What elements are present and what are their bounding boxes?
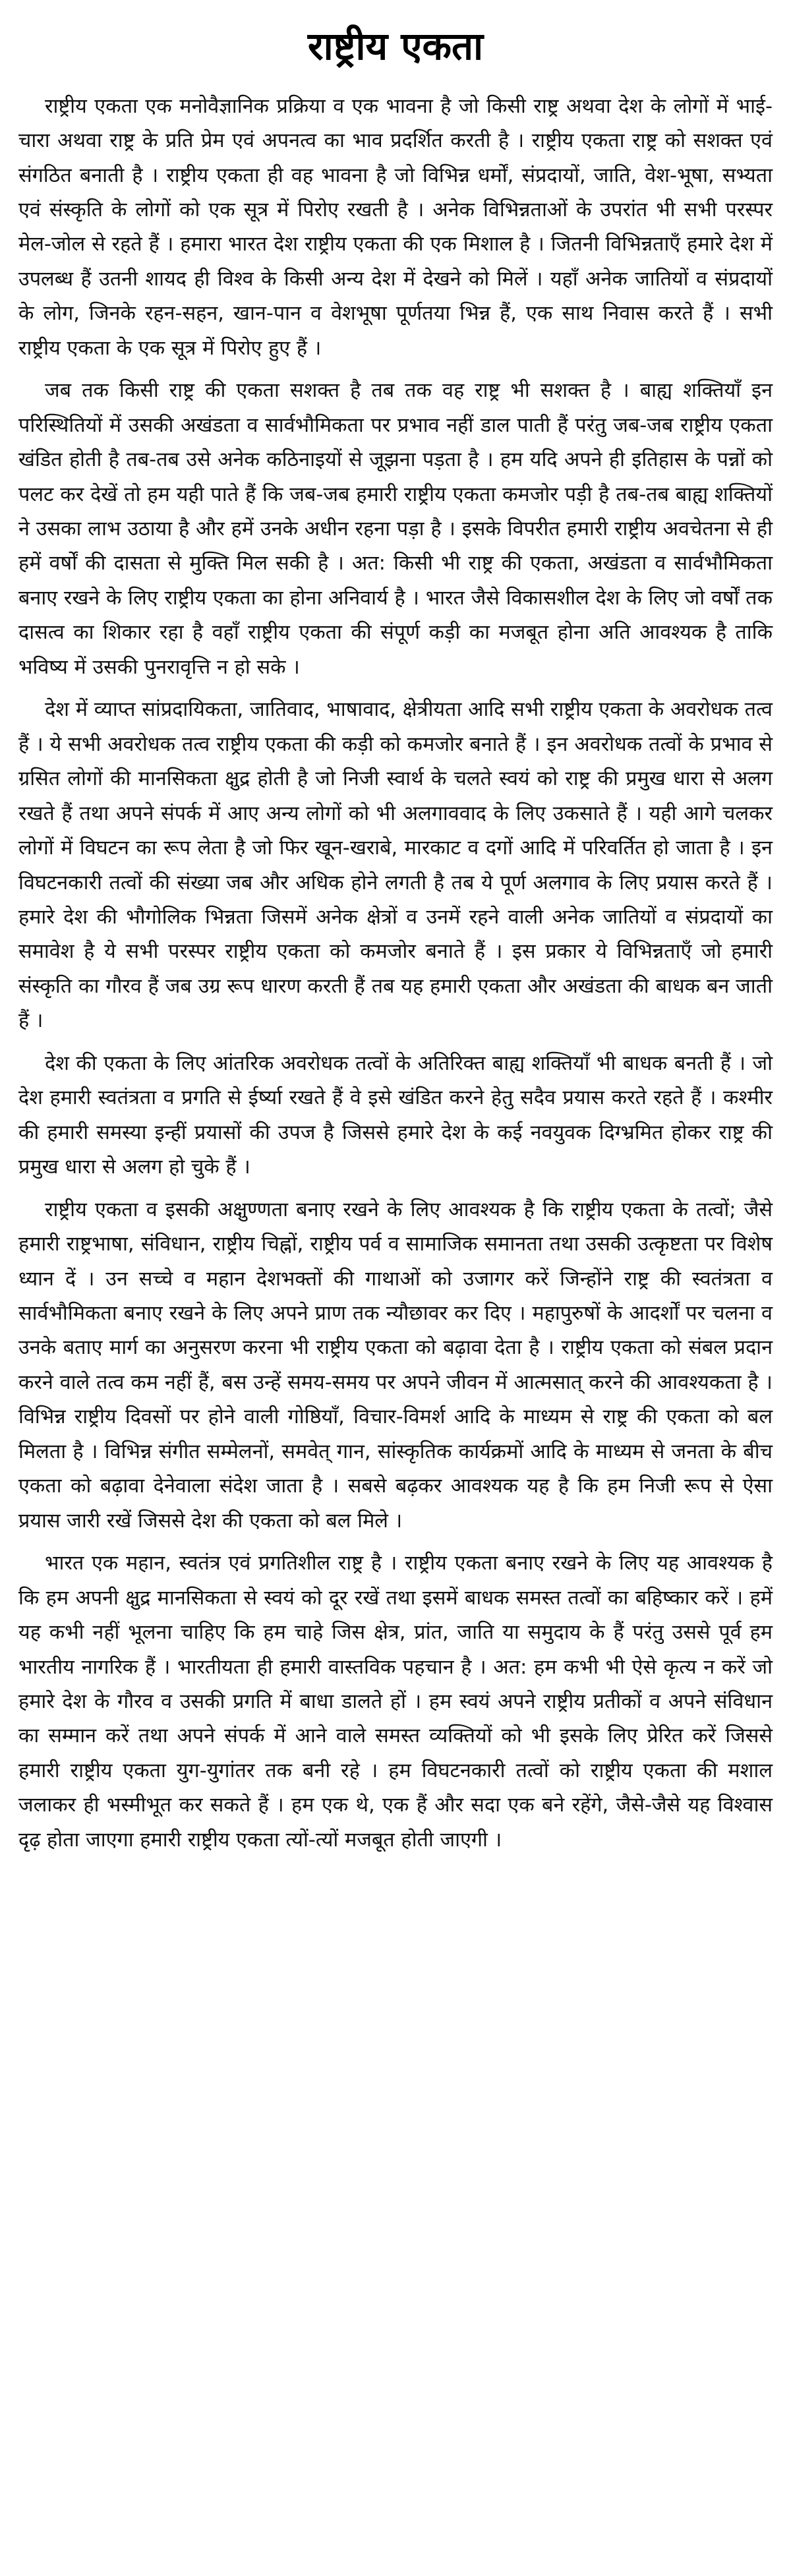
paragraph-1: राष्ट्रीय एकता एक मनोवैज्ञानिक प्रक्रिया व एक भावना है जो किसी राष्ट्र अथवा देश के लोगों में भाई-चारा अथवा राष्ट्र के प्रति प्रेम एवं अपनत्व का भाव प्रदर्शित करती है । राष्ट्रीय एकता राष्ट्र को सशक्त एवं संगठित बनाती है । राष्ट्रीय एकता ही वह भावना है जो विभिन्न धर्मों, संप्रदायों, जाति, वेश-भूषा, सभ्यता एवं संस्कृति के लोगों को एक सूत्र में पिरोए रखती है । अनेक विभिन्नताओं के उपरांत भी सभी परस्पर मेल-जोल से रहते हैं । हमारा भारत देश राष्ट्रीय एकता की एक मिशाल है । जितनी विभिन्नताएँ हमारे देश में उपलब्ध हैं उतनी शायद ही विश्व के किसी अन्य देश में देखने को मिलें । यहाँ अनेक जातियों व संप्रदायों के लोग, जिनके रहन-सहन, खान-पान व वेशभूषा पूर्णतया भिन्न हैं, एक साथ निवास करते हैं । सभी राष्ट्रीय एकता के एक सूत्र में पिरोए हुए हैं । [18, 94, 773, 360]
paragraph-3: देश में व्याप्त सांप्रदायिकता, जातिवाद, भाषावाद, क्षेत्रीयता आदि सभी राष्ट्रीय एकता के अवरोधक तत्व हैं । ये सभी अवरोधक तत्व राष्ट्रीय एकता की कड़ी को कमजोर बनाते हैं । इन अवरोधक तत्वों के प्रभाव से ग्रसित लोगों की मानसिकता क्षुद्र होती है जो निजी स्वार्थ के चलते स्वयं को राष्ट्र की प्रमुख धारा से अलग रखते हैं तथा अपने संपर्क में आए अन्य लोगों को भी अलगाववाद के लिए उकसाते हैं । यही आगे चलकर लोगों में विघटन का रूप लेता है जो फिर खून-खराबे, मारकाट व दगों आदि में परिवर्तित हो जाता है । इन विघटनकारी तत्वों की संख्या जब और अधिक होने लगती है तब ये पूर्ण अलगाव के लिए प्रयास करते हैं । हमारे देश की भौगोलिक भिन्नता जिसमें अनेक क्षेत्रों व उनमें रहने वाली अनेक जातियों व संप्रदायों का समावेश है ये सभी परस्पर राष्ट्रीय एकता को कमजोर बनाते हैं । इस प्रकार ये विभिन्नताएँ जो हमारी संस्कृति का गौरव हैं जब उग्र रूप धारण करती हैं तब यह हमारी एकता और अखंडता की बाधक बन जाती हैं । [18, 698, 773, 1033]
paragraph-6: भारत एक महान, स्वतंत्र एवं प्रगतिशील राष्ट्र है । राष्ट्रीय एकता बनाए रखने के लिए यह आवश्यक है कि हम अपनी क्षुद्र मानसिकता से स्वयं को दूर रखें तथा इसमें बाधक समस्त तत्वों का बहिष्कार करें । हमें यह कभी नहीं भूलना चाहिए कि हम चाहे जिस क्षेत्र, प्रांत, जाति या समुदाय के हैं परंतु उससे पूर्व हम भारतीय नागरिक हैं । भारतीयता ही हमारी वास्तविक पहचान है । अत: हम कभी भी ऐसे कृत्य न करें जो हमारे देश के गौरव व उसकी प्रगति में बाधा डालते हों । हम स्वयं अपने राष्ट्रीय प्रतीकों व अपने संविधान का सम्मान करें तथा अपने संपर्क में आने वाले समस्त व्यक्तियों को भी इसके लिए प्रेरित करें जिससे हमारी राष्ट्रीय एकता युग-युगांतर तक बनी रहे । हम विघटनकारी तत्वों को राष्ट्रीय एकता की मशाल जलाकर ही भस्मीभूत कर सकते हैं । हम एक थे, एक हैं और सदा एक बने रहेंगे, जैसे-जैसे यह विश्वास दृढ़ होता जाएगा हमारी राष्ट्रीय एकता त्यों-त्यों मजबूत होती जाएगी । [18, 1552, 773, 1852]
paragraph-5: राष्ट्रीय एकता व इसकी अक्षुण्णता बनाए रखने के लिए आवश्यक है कि राष्ट्रीय एकता के तत्वों; जैसे हमारी राष्ट्रभाषा, संविधान, राष्ट्रीय चिह्नों, राष्ट्रीय पर्व व सामाजिक समानता तथा उसकी उत्कृष्टता पर विशेष ध्यान दें । उन सच्चे व महान देशभक्तों की गाथाओं को उजागर करें जिन्होंने राष्ट्र की स्वतंत्रता व सार्वभौमिकता बनाए रखने के लिए अपने प्राण तक न्यौछावर कर दिए । महापुरुषों के आदर्शों पर चलना व उनके बताए मार्ग का अनुसरण करना भी राष्ट्रीय एकता को बढ़ावा देता है । राष्ट्रीय एकता को संबल प्रदान करने वाले तत्व कम नहीं हैं, बस उन्हें समय-समय पर अपने जीवन में आत्मसात् करने की आवश्यकता है । विभिन्न राष्ट्रीय दिवसों पर होने वाली गोष्ठियाँ, विचार-विमर्श आदि के माध्यम से राष्ट्र की एकता को बल मिलता है । विभिन्न संगीत सम्मेलनों, समवेत् गान, सांस्कृतिक कार्यक्रमों आदि के माध्यम से जनता के बीच एकता को बढ़ावा देनेवाला संदेश जाता है । सबसे बढ़कर आवश्यक यह है कि हम निजी रूप से ऐसा प्रयास जारी रखें जिससे देश की एकता को बल मिले । [18, 1198, 773, 1533]
paragraph-2: जब तक किसी राष्ट्र की एकता सशक्त है तब तक वह राष्ट्र भी सशक्त है । बाह्य शक्तियाँ इन परिस्थितियों में उसकी अखंडता व सार्वभौमिकता पर प्रभाव नहीं डाल पाती हैं परंतु जब-जब राष्ट्रीय एकता खंडित होती है तब-तब उसे अनेक कठिनाइयों से जूझना पड़ता है । हम यदि अपने ही इतिहास के पन्नों को पलट कर देखें तो हम यही पाते हैं कि जब-जब हमारी राष्ट्रीय एकता कमजोर पड़ी है तब-तब बाह्य शक्तियों ने उसका लाभ उठाया है और हमें उनके अधीन रहना पड़ा है । इसके विपरीत हमारी राष्ट्रीय अवचेतना से ही हमें वर्षों की दासता से मुक्ति मिल सकी है । अत: किसी भी राष्ट्र की एकता, अखंडता व सार्वभौमिकता बनाए रखने के लिए राष्ट्रीय एकता का होना अनिवार्य है । भारत जैसे विकासशील देश के लिए जो वर्षों तक दासत्व का शिकार रहा है वहाँ राष्ट्रीय एकता की संपूर्ण कड़ी का मजबूत होना अति आवश्यक है ताकि भविष्य में उसकी पुनरावृत्ति न हो सके । [18, 379, 773, 679]
essay-title: राष्ट्रीय एकता [307, 24, 484, 69]
paragraph-4: देश की एकता के लिए आंतरिक अवरोधक तत्वों के अतिरिक्त बाह्य शक्तियाँ भी बाधक बनती हैं । जो देश हमारी स्वतंत्रता व प्रगति से ईर्ष्या रखते हैं वे इसे खंडित करने हेतु सदैव प्रयास करते रहते हैं । कश्मीर की हमारी समस्या इन्हीं प्रयासों की उपज है जिससे हमारे देश के कई नवयुवक दिग्भ्रमित होकर राष्ट्र की प्रमुख धारा से अलग हो चुके हैं । [18, 1051, 773, 1179]
